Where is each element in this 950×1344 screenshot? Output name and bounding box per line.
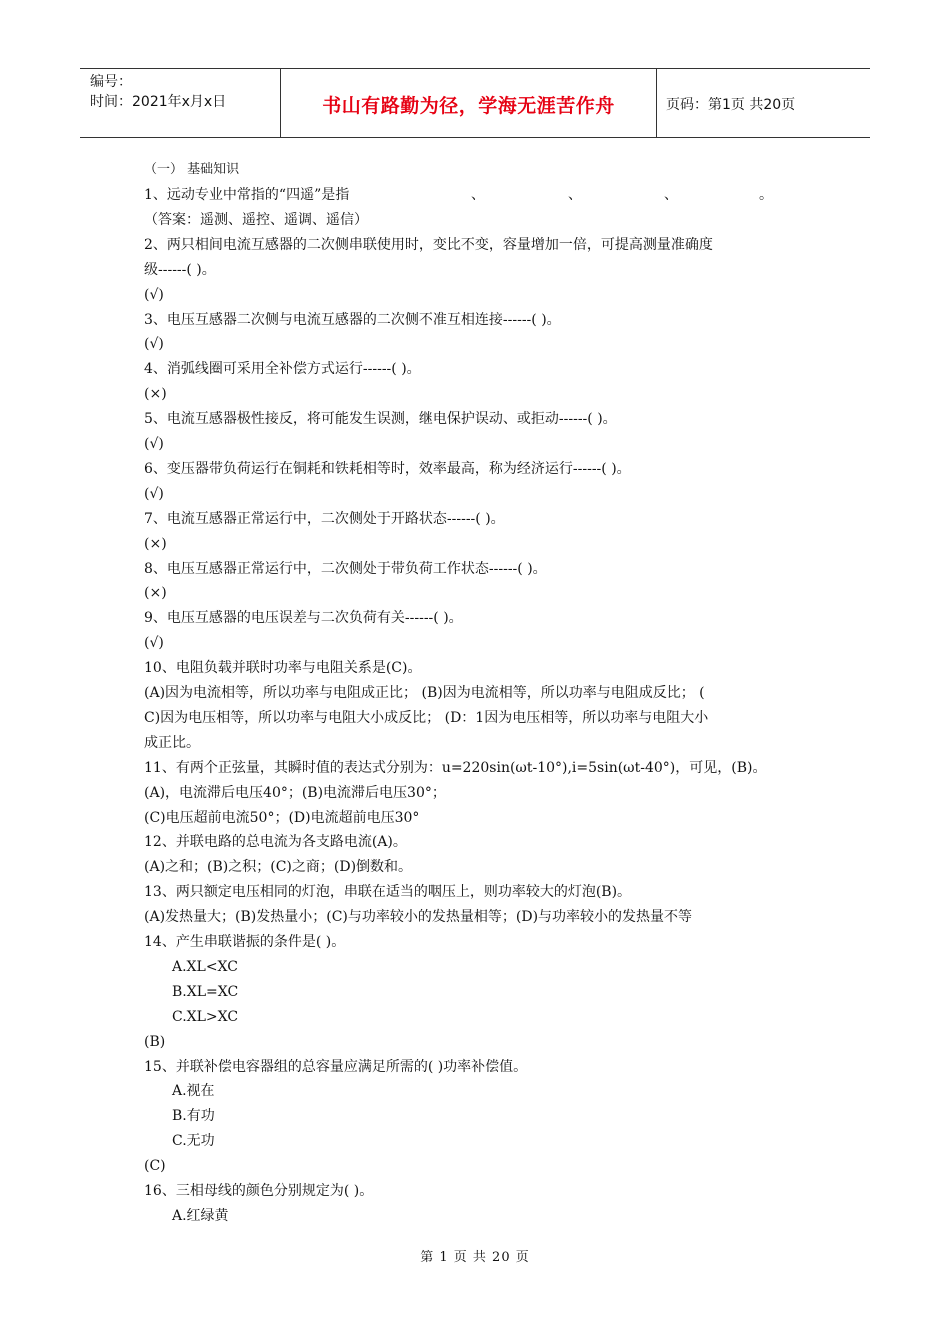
blank-separator: 、 xyxy=(568,187,582,203)
text-line: 15、并联补偿电容器组的总容量应满足所需的( )功率补偿值。 xyxy=(144,1058,528,1075)
text-line: C.XL>XC xyxy=(172,1008,239,1025)
header-page-cell xyxy=(656,69,870,137)
text-line: (√) xyxy=(144,286,164,303)
page-footer: 第 1 页 共 20 页 xyxy=(420,1250,530,1265)
section-title: （一） 基础知识 xyxy=(144,162,240,177)
text-line: 13、两只额定电压相同的灯泡，串联在适当的咽压上，则功率较大的灯泡(B)。 xyxy=(144,884,632,901)
text-line: (C)电压超前电流50°；(D)电流超前电压30° xyxy=(144,809,420,826)
blank-separator: 。 xyxy=(759,187,773,203)
text-line: 2、两只相间电流互感器的二次侧串联使用时，变比不变，容量增加一倍，可提高测量准确度 xyxy=(144,236,713,253)
text-line: (√) xyxy=(144,635,164,652)
text-line: 6、变压器带负荷运行在铜耗和铁耗相等时，效率最高，称为经济运行------( )。 xyxy=(144,460,631,477)
doc-number-label: 编号： xyxy=(90,74,132,90)
text-line: 9、电压互感器的电压误差与二次负荷有关------( )。 xyxy=(144,610,463,627)
text-line: 级------( )。 xyxy=(144,261,216,278)
text-line: 10、电阻负载并联时功率与电阻关系是(C)。 xyxy=(144,660,422,677)
text-line: 4、消弧线圈可采用全补偿方式运行------( )。 xyxy=(144,361,421,378)
text-line: (C) xyxy=(144,1158,166,1175)
blank-separator: 、 xyxy=(664,187,678,203)
text-line: A.红绿黄 xyxy=(172,1207,229,1224)
text-line: 14、产生串联谐振的条件是( )。 xyxy=(144,934,346,950)
text-line: C.无功 xyxy=(172,1133,215,1150)
text-line: 11、有两个正弦量，其瞬时值的表达式分别为：u=220sin(ωt-10°),i=5sin(ωt-40°)，可见，(B)。 xyxy=(144,759,767,776)
text-line: C)因为电压相等，所以功率与电阻大小成反比； (D：1因为电压相等，所以功率与电阻大小 xyxy=(144,709,709,726)
text-line: 8、电压互感器正常运行中，二次侧处于带负荷工作状态------( )。 xyxy=(144,560,547,577)
motto: 书山有路勤为径，学海无涯苦作舟 xyxy=(322,95,615,117)
text-line: 7、电流互感器正常运行中，二次侧处于开路状态------( )。 xyxy=(144,510,505,527)
text-line: (√) xyxy=(144,436,164,452)
text-line: 5、电流互感器极性接反，将可能发生误测，继电保护误动、或拒动------( )。 xyxy=(144,411,617,428)
text-line: (√) xyxy=(144,485,164,502)
text-line: (A)之和；(B)之积；(C)之商；(D)倒数和。 xyxy=(144,859,413,876)
page-info: 页码：第1页 共20页 xyxy=(666,97,796,113)
text-line: (√) xyxy=(144,336,164,353)
text-line: 12、并联电路的总电流为各支路电流(A)。 xyxy=(144,834,407,851)
text-line: 成正比。 xyxy=(144,734,200,751)
blank-separator: 、 xyxy=(471,187,485,203)
header-motto-cell xyxy=(280,69,657,137)
text-line: 16、三相母线的颜色分别规定为( )。 xyxy=(144,1183,374,1199)
text-line: (A)，电流滞后电压40°；(B)电流滞后电压30°； xyxy=(144,784,446,801)
header-meta xyxy=(80,69,280,137)
text-line: (×) xyxy=(144,585,167,602)
doc-time-label: 时间：2021年x月x日 xyxy=(90,94,227,110)
text-line: (B) xyxy=(144,1033,166,1050)
text-line: (A)发热量大；(B)发热量小；(C)与功率较小的发热量相等；(D)与功率较小的发热量不等 xyxy=(144,909,693,926)
text-line: (×) xyxy=(144,535,167,552)
page-header xyxy=(80,68,870,138)
text-line: 1、远动专业中常指的“四遥”是指 xyxy=(144,187,350,203)
text-line: B.XL=XC xyxy=(172,983,239,1000)
text-line: A.XL<XC xyxy=(172,958,238,975)
text-line: 3、电压互感器二次侧与电流互感器的二次侧不准互相连接------( )。 xyxy=(144,311,561,328)
text-line: (A)因为电流相等，所以功率与电阻成正比； (B)因为电流相等，所以功率与电阻成反比； ( xyxy=(144,685,705,701)
text-line: （答案：遥测、遥控、遥调、遥信） xyxy=(144,211,368,228)
text-line: A.视在 xyxy=(172,1083,215,1100)
text-line: (×) xyxy=(144,386,167,403)
text-line: B.有功 xyxy=(172,1108,215,1125)
